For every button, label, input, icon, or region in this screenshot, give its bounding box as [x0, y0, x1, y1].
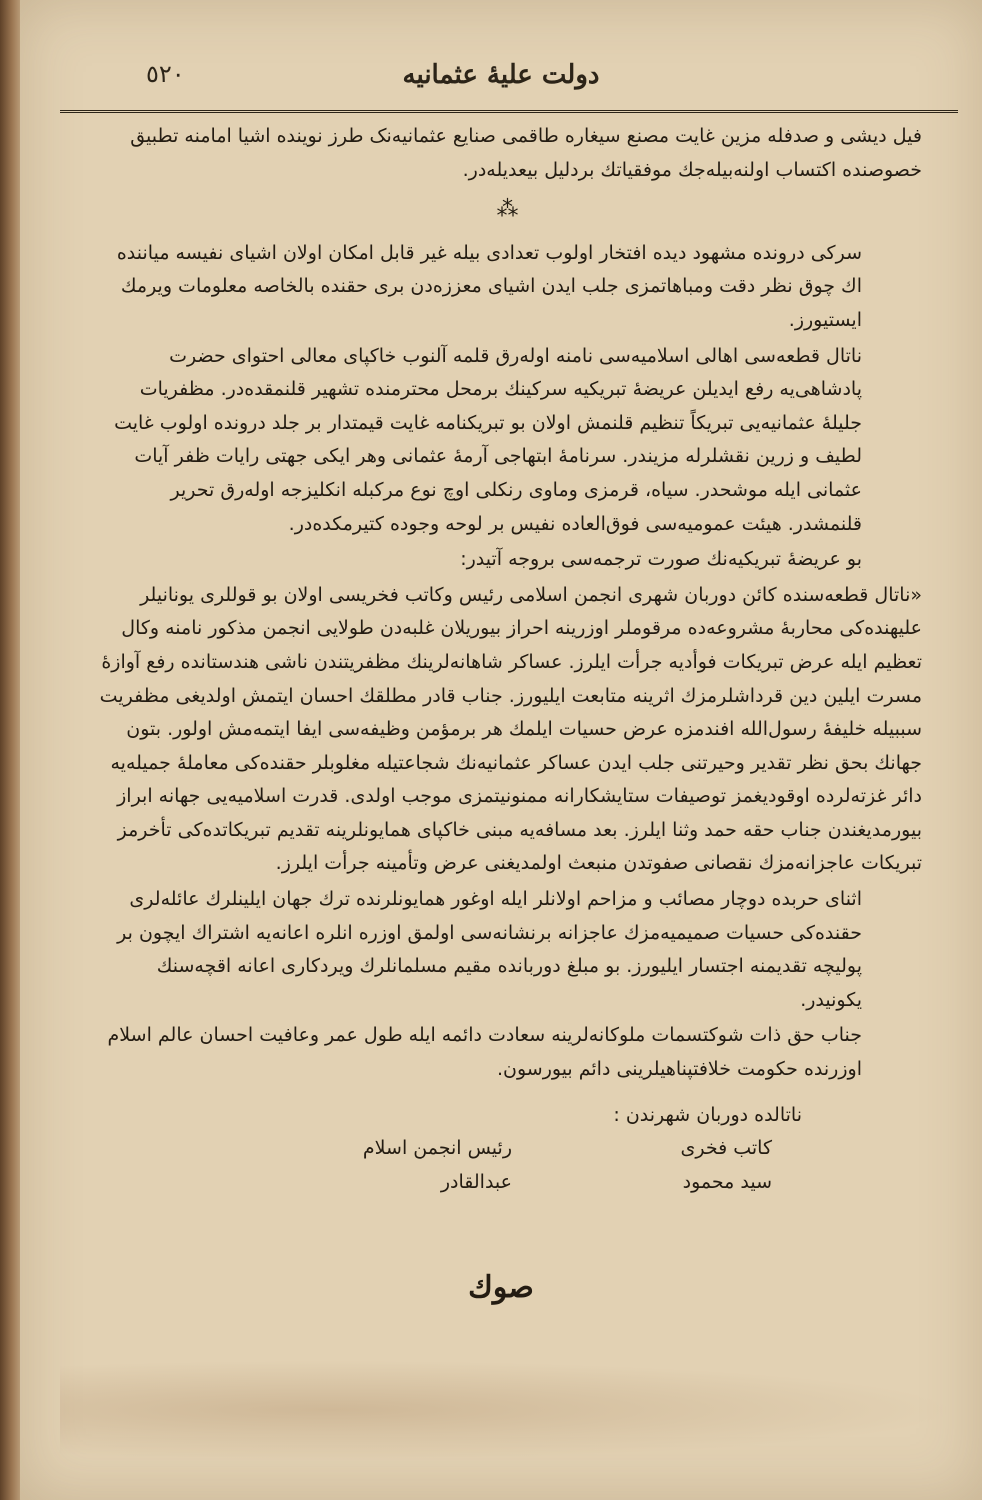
signature-header: ناتالده دوربان شهرندن :: [613, 1103, 802, 1126]
signature-names: [95, 1166, 922, 1200]
paragraph-war-families: اثنای حربده دوچار مصائب و مزاحم اولانلر ایله اوغور همایونلرنده ترك جهان ایلینلرك عائله‌لری حقنده‌کی حسیات صمیمیه‌مزك عاجزانه برنشانه‌سی اولمق اوزره انلره اعانه‌یه اشتراك ایچون بر پولیچه تقدیمنه اجتسار ایلیورز. بو مبلغ دوربانده مقیم مسلمانلرك ویردکاری اعانه اقچه‌سنك یکونیدر.: [117, 888, 862, 1011]
paragraph-natal-petition: ناتال قطعه‌سی اهالی اسلامیه‌سی نامنه اولەرق قلمه آلنوب خاکپای معالی احتوای حضرت پادشاهی‌یه رفع ایدیلن عریضهٔ تبریکیه سرکینك برمحل محترمنده تشهیر قلنمقده‌در. مظفریات جلیلهٔ عثمانیه‌یی تبریکاً تنظیم قلنمش اولان بو تبریکنامه غایت قیمتدار بر جلد درونده اولوب غایت لطیف و زرین نقشلرله مزیندر. سرنامهٔ ابتهاجی آرمهٔ عثمانی وهر ایکی جهتی رایات ظفر آیات عثمانی ایله موشحدر. سیاه، قرمزی وماوی رنکلی اوچ نوع مرکبله انکلیزجه اولەرق تحریر قلنمشدر. هیئت عمومیه‌سی فوق‌العاده نفیس بر لوحه وجوده کتیرمکده‌در.: [114, 344, 862, 535]
signature-name-mahmud: سید محمود: [682, 1170, 772, 1193]
asterism-divider: ⁂: [496, 197, 521, 223]
signature-name-abdulkadir: عبدالقادر: [440, 1170, 512, 1193]
page-body: [95, 120, 922, 1199]
signature-title-president: رئیس انجمن اسلام: [362, 1137, 512, 1160]
paragraph-exhibition: سرکی درونده مشهود دیده افتخار اولوب تعدادی بیله غیر قابل امکان اولان اشیای نفیسه میاننده اك چوق نظر دقت ومباهاتمزی جلب ایدن اشیای معززه‌دن بری حقنده بالخاصه معلومات ویرمك ایستیورز.: [116, 241, 862, 331]
signature-title-secretary: کاتب فخری: [680, 1137, 772, 1160]
page-number: ٥٢٠: [146, 60, 185, 88]
page-header: [60, 58, 942, 98]
header-rule: [60, 110, 958, 113]
signature-titles: [95, 1132, 922, 1166]
paragraph-letter-body: «ناتال قطعه‌سنده کائن دوربان شهری انجمن اسلامی رئیس وکاتب فخریسی اولان بو قوللری یونانیلر علیهنده‌کی محاربهٔ مشروعه‌ده مرقوملر اوزرینه احراز بیوریلان غلبه‌دن طولایی انجمن مذکور نامنه وکال تعظیم ایله عرض تبریکات فوأدیه جرأت ایلرز. عساکر شاهانه‌لرینك مظفریتندن ناشی هندستانده رفع آوازهٔ مسرت ایلین دین قرداشلرمزك اثرینه متابعت ایلیورز. جناب قادر مطلقك احسان ایتمش اولدیغی مظفریت سببیله خلیفهٔ رسول‌الله افندمزه عرض حسیات ایلمك هر برمؤمن وظیفه‌سی ایفا ایتمه‌مش اولور. بتون جهانك بحق نظر تقدیر وحیرتنی جلب ایدن عساکر عثمانیه‌نك شجاعتیله مغلوبلر حقنده‌کی معاملهٔ جمیله‌یه دائر غزته‌لرده اوقودیغمز توصیفات ستایشکارانه ممنونیتمزی موجب اولدی. قدرت اسلامیه‌یی جهانه ابراز بیورمدیغندن جناب حقه حمد وثنا ایلرز. بعد مسافه‌یه مبنی خاکپای همایونلرینه تقدیم تبریکاتده‌کی تأخرمز تبریکات عاجزانه‌مزك نقصانی صفوتدن منبعث اولمدیغنی عرض وتأمینه جرأت ایلرز.: [99, 583, 922, 875]
paragraph-blessing: جناب حق ذات شوکتسمات ملوکانه‌لرینه سعادت دائمه ایله طول عمر وعافیت احسان عالم اسلام اوزرنده حکومت خلافتپناهیلرینی دائم بیورسون.: [107, 1024, 862, 1081]
book-spine: [0, 0, 20, 1500]
paragraph-intro: فیل دیشی و صدفله مزین غایت مصنع سیغاره طاقمی صنایع عثمانیه‌نک طرز نوینده اشیا امامنه تطبیق خصوصنده اکتساب اولنه‌بیله‌جك موفقیاتك بردلیل بیعدیله‌در.: [130, 125, 922, 181]
running-title: دولت علیهٔ عثمانیه: [402, 60, 600, 90]
paper-stain: [60, 1360, 960, 1460]
end-word: صوك: [468, 1270, 534, 1305]
paragraph-translation-note: بو عریضهٔ تبریکیه‌نك صورت ترجمه‌سی بروجه آتیدر:: [460, 548, 862, 571]
book-page: [20, 0, 982, 1500]
